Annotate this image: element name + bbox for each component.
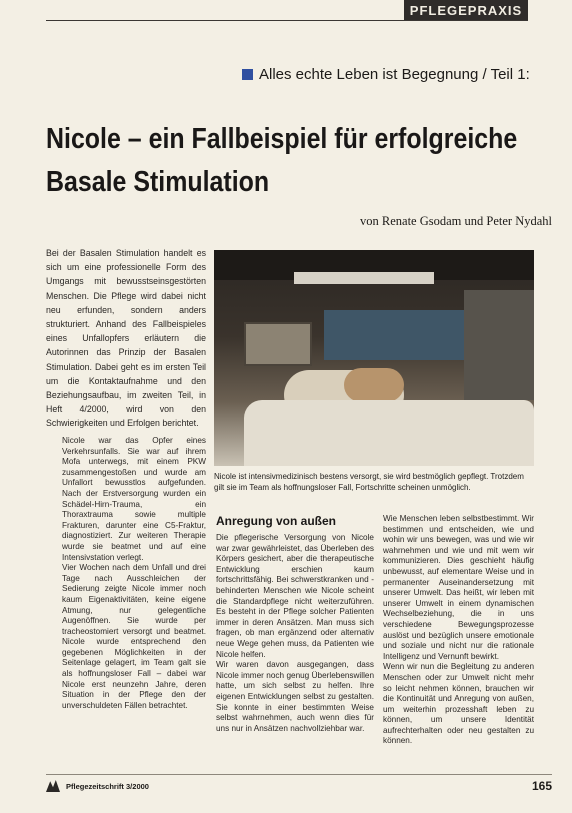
photo-caption: Nicole ist intensivmedizinisch bestens versorgt, sie wird bestmöglich gepflegt. Trotzdem gilt sie im Team als hoffnungsloser Fall, Fortschritte scheinen unmöglich. [214, 472, 524, 492]
left-paragraph-2: Vier Wochen nach dem Unfall und drei Tage nach Ausschleichen der Sedierung zeigte Nicole immer noch kaum Eigenaktivitäten, keine eigene Atmung, nur gelegentliche Augenöffnen. Sie wurde per tracheostomiert versorgt und beatmet. Nicole wurde entsprechend den gegebenen Möglichkeiten in der Seitenlage gelagert, im Team galt sie als hoffnungsloser Fall – dabei war Nicole erst neunzehn Jahre, deren Situation in der Pflege den der unverschuldeten Fällen betrachtet. [62, 563, 206, 710]
photo-shelf [294, 272, 434, 284]
photo-patient [344, 368, 404, 402]
section-label: PFLEGEPRAXIS [409, 2, 523, 18]
middle-paragraph-2: Wir waren davon ausgegangen, dass Nicole immer noch genug Überlebenswillen hatte, um sich selbst zu helfen. Ihre eigenen Entwicklungen selbst zu gestalten. Sie konnte in einer bestimmten Weise selbst wahrnehmen, auch wenn dies für uns nur in Ansätzen nachvollziehbar war. [216, 660, 374, 733]
lead-paragraph: Bei der Basalen Stimulation handelt es sich um eine professionelle Form des Umgangs mit bewusstseinsgestörten Menschen. Die Pflege wird dabei nicht neu erfunden, sondern anders strukturiert. Anhand des Fallbeispieles eines Unfallopfers erläutern die Autorinnen das Prinzip der Basalen Stimulation. Dabei geht es im ersten Teil um die Kontaktaufnahme und den Beziehungsaufbau, im zweiten Teil, in Heft 4/2000, wird von den Schwierigkeiten und Erfolgen berichtet. [46, 248, 206, 429]
kicker-text: Alles echte Leben ist Begegnung / Teil 1: [259, 66, 530, 83]
photo-equipment [324, 310, 474, 360]
title-line-2: Basale Stimulation [46, 166, 270, 198]
left-paragraph-1: Nicole war das Opfer eines Verkehrsunfalls. Sie war auf ihrem Mofa unterwegs, mit einem PKW zusammengestoßen und wurde am Unfallort bewusstlos aufgefunden. Nach der Erstversorgung wurden ein Schädel-Hirn-Trauma, ein Thoraxtrauma sowie multiple Frakturen, darunter eine C5-Fraktur, diagnostiziert. Zur weiteren Therapie wurde sie beatmet und auf eine Intensivstation verlegt. [62, 436, 206, 562]
byline: von Renate Gsodam und Peter Nydahl [360, 214, 552, 228]
right-paragraph-1: Wie Menschen leben selbstbestimmt. Wir bestimmen und entscheiden, wie und wohin wir uns bewegen, was und wie wir wahrnehmen und wie und mit wem wir kommunizieren. Dies geschieht häufig unbewusst, auf elementare Weise und in permanenter Auseinandersetzung mit unserer Umwelt. Das heißt, wir leben mit unserer Umwelt in einem dynamischen Wechselbeziehung, die in uns verschiedene Bewegungsprozesse auslöst und bezüglich unsere emotionale und soziale und nicht nur die rationale Intelligenz und Vernunft bewirkt. [383, 514, 534, 661]
photo-bedsheet [244, 400, 534, 466]
footer [46, 778, 552, 794]
kicker [242, 66, 552, 83]
publication-name: Pflegezeitschrift 3/2000 [66, 781, 149, 791]
patient-photo [214, 250, 534, 466]
middle-column [216, 533, 374, 734]
right-paragraph-2: Wenn wir nun die Begleitung zu anderen Menschen oder zur Umwelt nicht mehr so leicht nehmen können, brauchen wir die Kontinuität und Anregung von außen, um weiterhin prozesshaft leben zu können, um unsere Identität aufrechterhalten oder neu gestalten zu können. [383, 662, 534, 746]
header-rule [46, 20, 528, 21]
footer-publication [46, 780, 149, 792]
photo-panel [464, 290, 534, 400]
middle-paragraph-1: Die pflegerische Versorgung von Nicole war zwar gewährleistet, das Überleben des Körpers gesichert, aber die therapeutische Entwicklung erschien kaum fortschrittsfähig. Bei schwerstkranken und -behinderten Menschen wie Nicole scheint die Standardpflege nicht weiterzuführen. Es besteht in der Pflege solcher Patienten immer in deren Ansätzen. Man muss sich fragen, ob man ergänzend oder alternativ neue Wege gehen muss, da Patienten wie Nicole helfen. [216, 533, 374, 659]
title-line-1: Nicole – ein Fallbeispiel für erfolgreiche [46, 123, 518, 155]
page-number: 165 [531, 779, 552, 793]
footer-rule [46, 774, 552, 775]
section-heading: Anregung von außen [216, 514, 336, 528]
page-title [46, 118, 518, 204]
publisher-logo-icon [46, 780, 60, 792]
section-tab [404, 0, 528, 20]
photo-monitor [244, 322, 312, 366]
blue-square-icon [242, 69, 253, 80]
right-column [383, 514, 534, 747]
left-column [62, 436, 206, 711]
